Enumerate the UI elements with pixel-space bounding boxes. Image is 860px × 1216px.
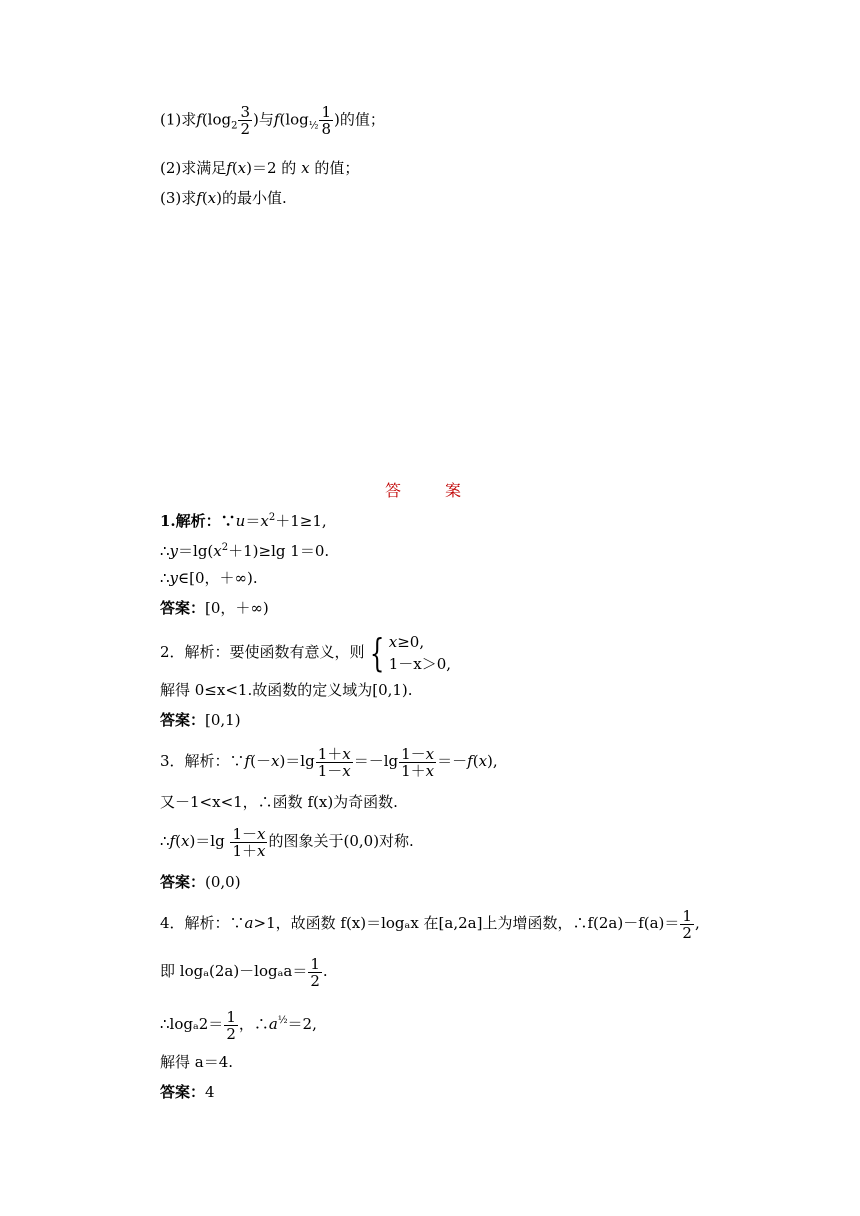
a2-ans-label: 答案： bbox=[160, 711, 206, 729]
q1-label: (1)求 bbox=[160, 110, 197, 129]
answer-3-line-3: ∴f(x)＝lg $\frac{1-x}{1+x}$ 的图象关于(0,0)对称. bbox=[160, 824, 414, 860]
fraction-half-3: $\frac{1}{2}$ bbox=[226, 1007, 236, 1043]
answer-4-line-3: ∴logₐ2＝ $\frac{1}{2}$ ，$\therefore a^{\frac{1}{2}}=2$, bbox=[160, 1007, 317, 1043]
answer-3-result bbox=[160, 872, 241, 892]
a4-head-tail: ，故函数 f(x)＝logₐx 在[a,2a]上为增函数，∴f(2a)－f(a)＝ bbox=[275, 914, 680, 932]
question-2: (2)求满足f(x)＝2 的 x 的值； bbox=[160, 159, 360, 177]
a1-ans-value: [0，＋∞) bbox=[205, 599, 269, 617]
a1-ans-label: 答案： bbox=[160, 599, 206, 617]
q2-end: 的值； bbox=[314, 159, 360, 177]
q2-label: (2)求满足 bbox=[160, 159, 227, 177]
left-brace: { bbox=[369, 631, 384, 675]
answer-2-result bbox=[160, 710, 241, 730]
a2-ans-value: [0,1) bbox=[205, 711, 241, 729]
a4-ans-value: 4 bbox=[205, 1083, 215, 1101]
a2-cond1: ≥0, bbox=[397, 633, 425, 651]
a1-l1-tail: ＋1≥1, bbox=[275, 512, 327, 530]
a1-l2: ∴ bbox=[160, 542, 170, 560]
q3-label: (3)求 bbox=[160, 189, 197, 207]
answer-4-line-2: 即 logₐ(2a)－logₐa＝ $\frac{1}{2}$ . bbox=[160, 954, 328, 990]
answer-4-line-1: 4．解析：∵a>1，故函数 f(x)＝logₐx 在[a,2a]上为增函数，∴f(2a)－f(a)＝ $\frac{1}{2}$ , bbox=[160, 906, 700, 942]
fraction-1-8: $\frac{1}{8}$ bbox=[321, 103, 332, 138]
a3-ans-label: 答案： bbox=[160, 873, 206, 891]
a2-line2: 解得 0≤x<1.故函数的定义域为[0,1). bbox=[160, 681, 413, 699]
q2-tail: ＝2 的 bbox=[252, 159, 297, 177]
q1-mid: 与 bbox=[258, 110, 274, 129]
a1-l3-tail: ∈[0，＋∞). bbox=[178, 569, 258, 587]
answer-3-line-2 bbox=[160, 792, 398, 812]
answer-1-line-3: ∴y∈[0，＋∞). bbox=[160, 569, 258, 587]
a4-head: 4．解析：∵ bbox=[160, 914, 245, 932]
a3-line3-tail: 的图象关于(0,0)对称. bbox=[268, 832, 414, 850]
a1-head: 1.解析：∵ bbox=[160, 512, 236, 530]
question-1: (1)求$f(\log_2$ $\frac{3}{2}$ )与$f(\log_{\frac{1}{2}}$ $\frac{1}{8}$ )的值； bbox=[160, 103, 385, 138]
a4-line3-mid: ，∴ bbox=[238, 1015, 269, 1033]
a1-l3: ∴ bbox=[160, 569, 170, 587]
condition-system: x≥0, 1－x＞0, bbox=[388, 633, 452, 673]
a4-line3: ∴logₐ2＝ bbox=[160, 1015, 224, 1033]
answer-2-line-1 bbox=[160, 628, 451, 676]
a3-head: 3．解析：∵ bbox=[160, 752, 245, 770]
a3-ans-value: (0,0) bbox=[205, 873, 241, 891]
fraction-1mx-1px-b: $\frac{1-x}{1+x}$ bbox=[232, 824, 266, 860]
q3-tail: 的最小值. bbox=[222, 189, 287, 207]
a4-line4: 解得 a＝4. bbox=[160, 1053, 234, 1071]
a4-line3-tail: ＝2, bbox=[287, 1015, 317, 1033]
fraction-1mx-1px: $\frac{1-x}{1+x}$ bbox=[401, 744, 435, 780]
answer-1-result bbox=[160, 598, 269, 618]
fraction-half-1: $\frac{1}{2}$ bbox=[682, 906, 692, 942]
fraction-half-2: $\frac{1}{2}$ bbox=[310, 954, 320, 990]
a1-l2-tail: ＋1)≥lg 1＝0. bbox=[228, 542, 330, 560]
answer-1-line-1: 1.解析：$\because u=x^2+1\ge 1$, bbox=[160, 512, 327, 530]
fraction-1px-1mx: $\frac{1+x}{1-x}$ bbox=[317, 744, 351, 780]
answer-4-result bbox=[160, 1082, 215, 1102]
answer-3-line-1: 3．解析：∵f(－x)＝lg $\frac{1+x}{1-x}$ ＝－lg $\frac{1-x}{1+x}$ ＝－f(x), bbox=[160, 744, 498, 780]
a2-head: 2．解析：要使函数有意义，则 bbox=[160, 643, 365, 661]
answer-2-line-2 bbox=[160, 680, 413, 700]
a3-line2: 又－1<x<1，∴函数 f(x)为奇函数. bbox=[160, 793, 398, 811]
a4-ans-label: 答案： bbox=[160, 1083, 206, 1101]
a2-cond2: 1－x＞0, bbox=[388, 655, 452, 673]
answer-4-line-4 bbox=[160, 1052, 233, 1072]
answers-title: 答 案 bbox=[384, 481, 475, 500]
q1-tail: 的值； bbox=[339, 110, 385, 129]
answer-1-line-2: $\therefore y=\lg(x^2+1)\ge\lg$ 1＝0. bbox=[160, 542, 330, 560]
question-3: (3)求f(x)的最小值. bbox=[160, 189, 287, 207]
fraction-3-2: $\frac{3}{2}$ bbox=[240, 103, 251, 138]
a4-line2: 即 logₐ(2a)－logₐa＝ bbox=[160, 962, 308, 980]
